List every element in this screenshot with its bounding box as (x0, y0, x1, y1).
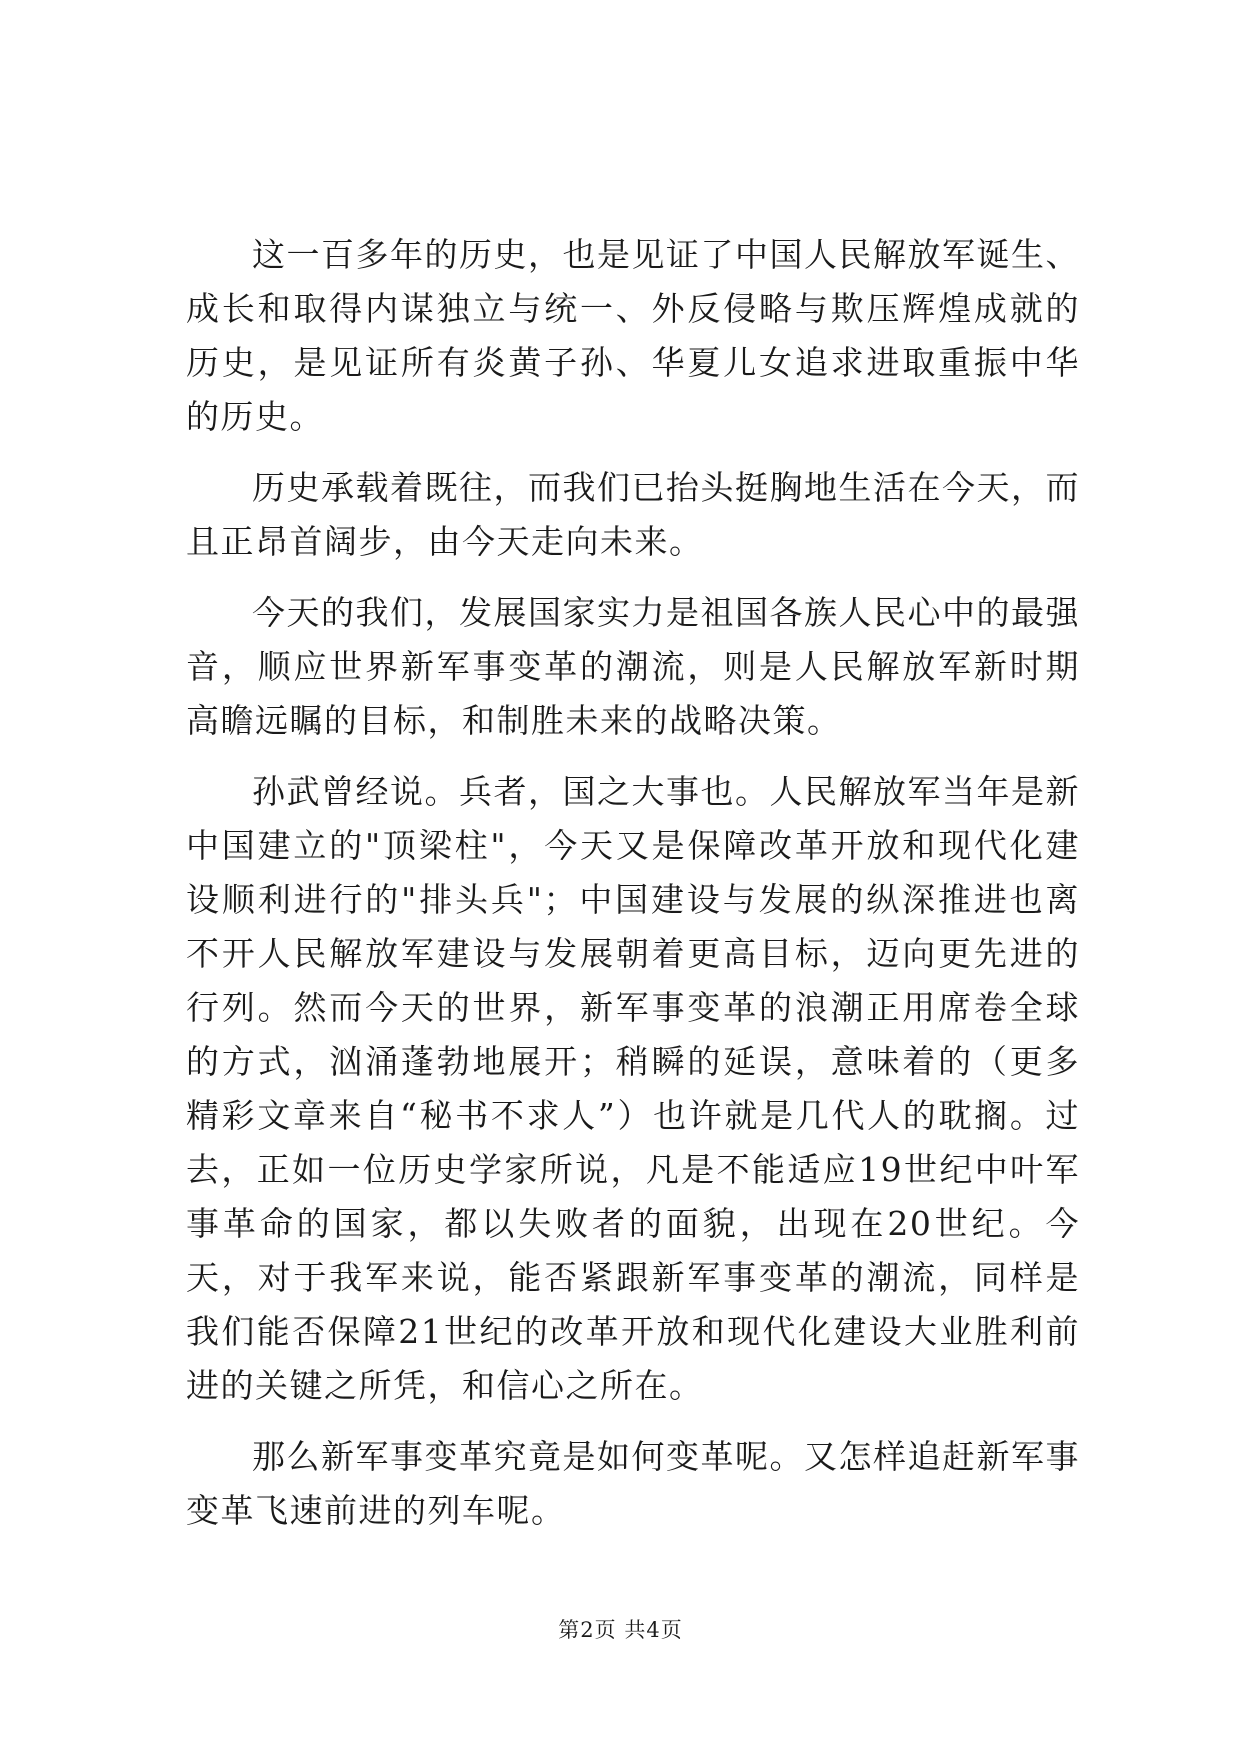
paragraph-2: 历史承载着既往，而我们已抬头挺胸地生活在今天，而且正昂首阔步，由今天走向未来。 (186, 468, 1080, 561)
paragraph-5: 那么新军事变革究竟是如何变革呢。又怎样追赶新军事变革飞速前进的列车呢。 (186, 1437, 1080, 1530)
page-number-label: 第2页 共4页 (558, 1618, 683, 1642)
body-text (186, 228, 1080, 1555)
paragraph-3: 今天的我们，发展国家实力是祖国各族人民心中的最强音，顺应世界新军事变革的潮流，则是人民解放军新时期高瞻远瞩的目标，和制胜未来的战略决策。 (186, 593, 1080, 740)
paragraph-1: 这一百多年的历史，也是见证了中国人民解放军诞生、成长和取得内谋独立与统一、外反侵略与欺压辉煌成就的历史，是见证所有炎黄子孙、华夏儿女追求进取重振中华的历史。 (186, 235, 1080, 436)
paragraph-4: 孙武曾经说。兵者，国之大事也。人民解放军当年是新中国建立的"顶梁柱"，今天又是保障改革开放和现代化建设顺利进行的"排头兵"；中国建设与发展的纵深推进也离不开人民解放军建设与发展朝着更高目标，迈向更先进的行列。然而今天的世界，新军事变革的浪潮正用席卷全球的方式，汹涌蓬勃地展开；稍瞬的延误，意味着的（更多精彩文章来自“秘书不求人”）也许就是几代人的耽搁。过去，正如一位历史学家所说，凡是不能适应19世纪中叶军事革命的国家，都以失败者的面貌，出现在20世纪。今天，对于我军来说，能否紧跟新军事变革的潮流，同样是我们能否保障21世纪的改革开放和现代化建设大业胜利前进的关键之所凭，和信心之所在。 (186, 772, 1080, 1405)
page-footer (0, 1614, 1241, 1644)
